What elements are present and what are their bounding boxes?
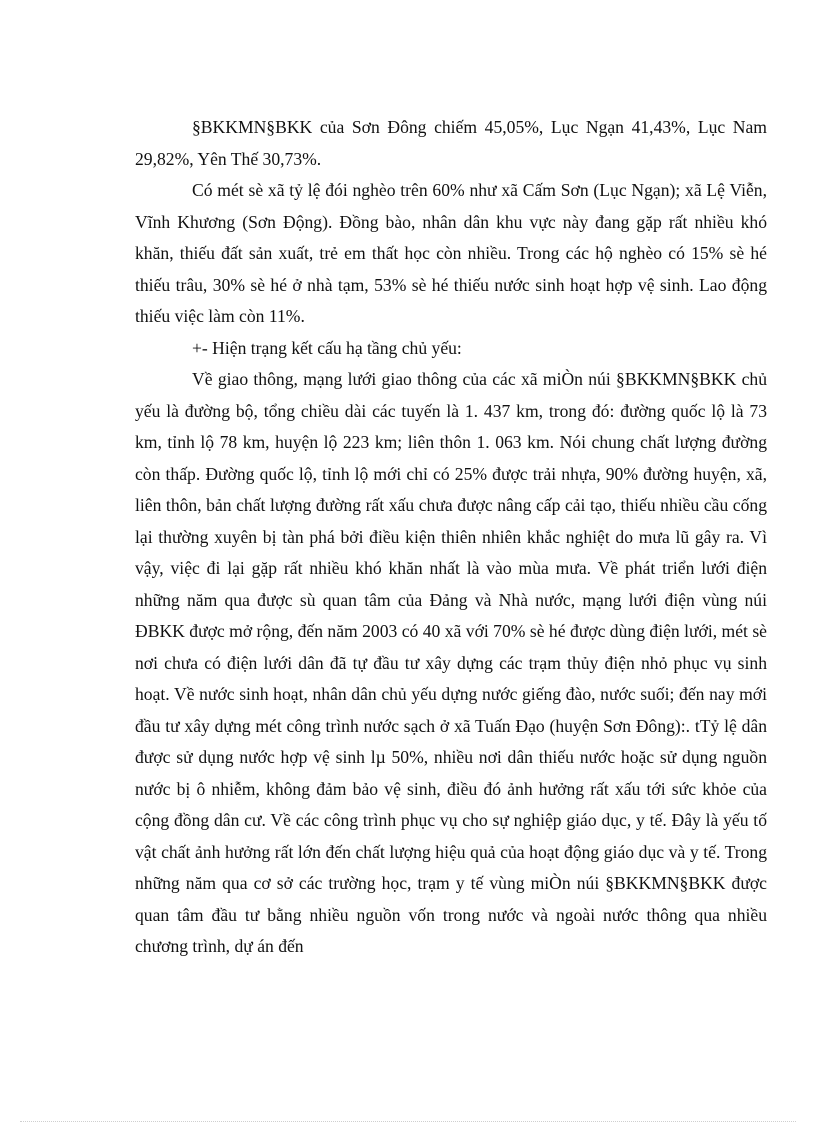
paragraph-poverty-rates: §BKKMN§BKK của Sơn Đông chiếm 45,05%, Lục Ngạn 41,43%, Lục Nam 29,82%, Yên Thế 30,73%.	[135, 117, 767, 169]
section-heading-infrastructure: +- Hiện trạng kết cấu hạ tầng chủ yếu:	[192, 337, 462, 358]
paragraph-infrastructure: Về giao thông, mạng lưới giao thông của các xã miÒn núi §BKKMN§BKK chủ yếu là đường bộ, tổng chiều dài các tuyến là 1. 437 km, trong đó: đường quốc lộ là 73 km, tỉnh lộ 78 km, huyện lộ 223 km; liên thôn 1. 063 km. Nói chung chất lượng đường còn thấp. Đường quốc lộ, tỉnh lộ mới chỉ có 25% được trải nhựa, 90% đường huyện, xã, liên thôn, bản chất lượng đường rất xấu chưa được nâng cấp cải tạo, thiếu nhiều cầu cống lại thường xuyên bị tàn phá bởi điều kiện thiên nhiên khắc nghiệt do mưa lũ gây ra. Vì vậy, việc đi lại gặp rất nhiều khó khăn nhất là vào mùa mưa. Về phát triển lưới điện những năm qua được sù quan tâm của Đảng và Nhà nước, mạng lưới điện vùng núi ĐBKK được mở rộng, đến năm 2003 có 40 xã với 70% sè hé được dùng điện lưới, mét sè nơi chưa có điện lưới dân đã tự đầu tư xây dựng các trạm thủy điện nhỏ phục vụ sinh hoạt. Về nước sinh hoạt, nhân dân chủ yếu dựng nước giếng đào, nước suối; đến nay mới đầu tư xây dựng mét công trình nước sạch ở xã Tuấn Đạo (huyện Sơn Đông):. tTỷ lệ dân được sử dụng nước hợp vệ sinh lµ 50%, nhiều nơi dân thiếu nước hoặc sử dụng nguồn nước bị ô nhiễm, không đảm bảo vệ sinh, điều đó ảnh hưởng rất xấu tới sức khỏe của cộng đồng dân cư. Về các công trình phục vụ cho sự nghiệp giáo dục, y tế. Đây là yếu tố vật chất ảnh hưởng rất lớn đến chất lượng hiệu quả của hoạt động giáo dục và y tế. Trong những năm qua cơ sở các trường học, trạm y tế vùng miÒn núi §BKKMN§BKK được quan tâm đầu tư bằng nhiều nguồn vốn trong nước và ngoài nước thông qua nhiều chương trình, dự án đến	[135, 369, 767, 956]
page-bottom-divider	[20, 1121, 796, 1122]
document-body	[135, 112, 767, 963]
paragraph-poor-communes: Có mét sè xã tỷ lệ đói nghèo trên 60% như xã Cấm Sơn (Lục Ngạn); xã Lệ Viễn, Vĩnh Khương (Sơn Động). Đồng bào, nhân dân khu vực này đang gặp rất nhiều khó khăn, thiếu đất sản xuất, trẻ em thất học còn nhiều. Trong các hộ nghèo có 15% sè hé thiếu trâu, 30% sè hé ở nhà tạm, 53% sè hé thiếu nước sinh hoạt hợp vệ sinh. Lao động thiếu việc làm còn 11%.	[135, 180, 767, 326]
